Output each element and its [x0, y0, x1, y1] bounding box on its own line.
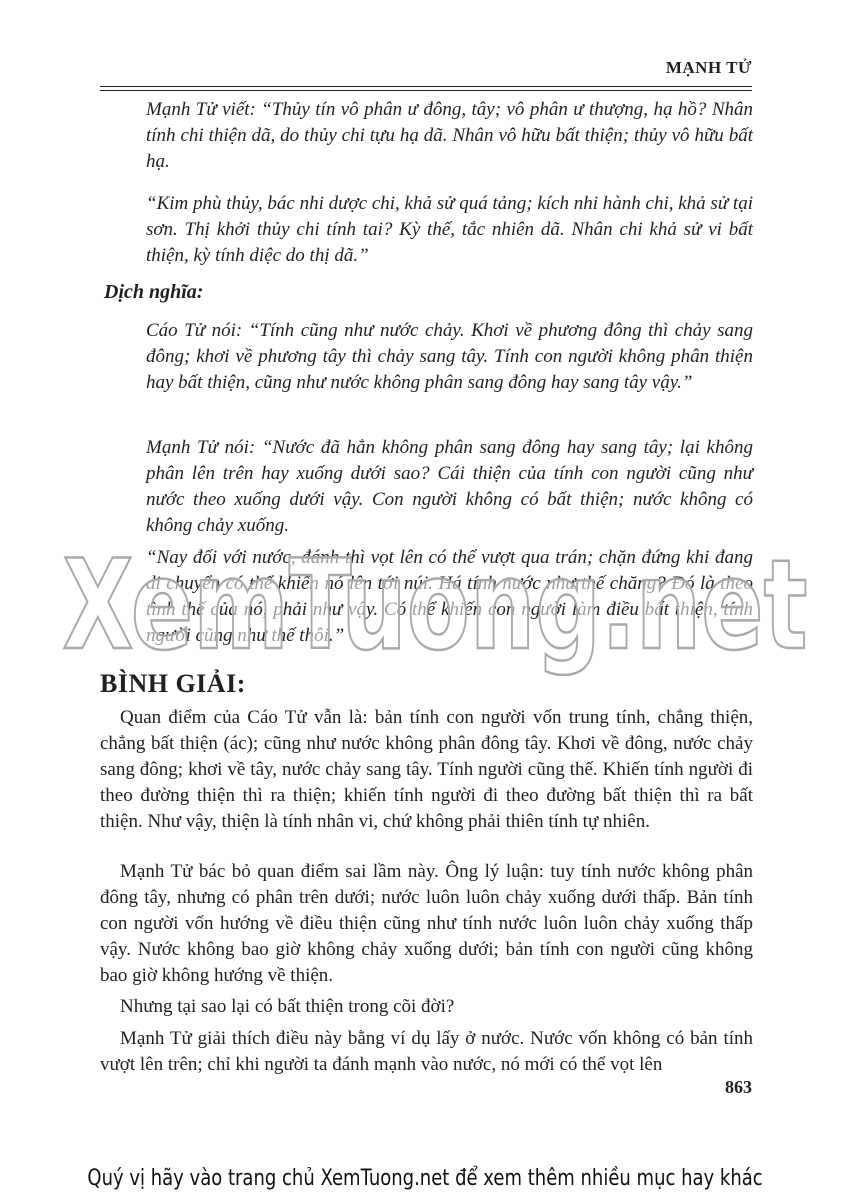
running-head: MẠNH TỬ [665, 58, 752, 77]
commentary-paragraph: Nhưng tại sao lại có bất thiện trong cõi đời? [120, 996, 455, 1017]
original-quote-paragraph: “Kim phù thủy, bác nhi dược chi, khả sử quá tảng; kích nhi hành chi, khả sử tại sơn. Thị khởi thủy chi tính tai? Kỳ thế, tắc nhiên dã. Nhân chi khả sử vi bất thiện, kỳ tính diệc do thị dã.” [146, 193, 753, 266]
page-number: 863 [725, 1077, 752, 1097]
header-rule-top [100, 86, 752, 87]
translation-paragraph: Cáo Tử nói: “Tính cũng như nước chảy. Khơi về phương đông thì chảy sang đông; khơi về phương tây thì chảy sang tây. Tính con người không phân thiện hay bất thiện, cũng như nước không phân sang đông hay sang tây vậy.” [146, 320, 753, 393]
translation-paragraph: “Nay đối với nước, đánh thì vọt lên có thể vượt qua trán; chặn đứng khi đang di chuyển có thể khiến nó lên tới núi. Há tính nước như thế chăng? Đó là theo tình thế của nó, phải như vậy. Có thể khiến con người làm điều bất thiện, tính người cũng như thế thôi.” [146, 547, 753, 646]
original-quote-paragraph: Mạnh Tử viết: “Thủy tín vô phân ư đông, tây; vô phân ư thượng, hạ hồ? Nhân tính chi thiện dã, do thủy chi tựu hạ dã. Nhân vô hữu bất thiện; thủy vô hữu bất hạ. [146, 99, 753, 172]
commentary-paragraph: Mạnh Tử bác bỏ quan điểm sai lầm này. Ông lý luận: tuy tính nước không phân đông tây, nhưng có phân trên dưới; nước luôn luôn chảy xuống dưới thấp. Bản tính con người vốn hướng về điều thiện cũng như tính nước luôn luôn chảy xuống thấp vậy. Nước không bao giờ không chảy xuống dưới; bản tính con người cũng không bao giờ không hướng về thiện. [100, 861, 753, 986]
commentary-heading: BÌNH GIẢI: [100, 669, 246, 698]
footer-banner[interactable] [0, 1155, 850, 1202]
svg-text:XemTuong.net: XemTuong.net [62, 536, 808, 676]
commentary-paragraph: Quan điểm của Cáo Tử vẫn là: bản tính con người vốn trung tính, chẳng thiện, chẳng bất thiện (ác); cũng như nước không phân đông tây. Khơi về đông, nước chảy sang đông; khơi về tây, nước chảy sang tây. Tính người cũng thế. Khiến tính người đi theo đường thiện thì ra thiện; khiến tính người đi theo đường bất thiện thì ra bất thiện. Như vậy, thiện là tính nhân vi, chứ không phải thiên tính tự nhiên. [100, 707, 753, 832]
translation-heading: Dịch nghĩa: [104, 281, 204, 303]
commentary-paragraph: Mạnh Tử giải thích điều này bằng ví dụ lấy ở nước. Nước vốn không có bản tính vượt lên trên; chỉ khi người ta đánh mạnh vào nước, nó mới có thể vọt lên [100, 1028, 753, 1075]
translation-paragraph: Mạnh Tử nói: “Nước đã hẳn không phân sang đông hay sang tây; lại không phân lên trên hay xuống dưới sao? Cái thiện của tính con người cũng như nước theo xuống dưới vậy. Con người không có bất thiện; nước không có không chảy xuống. [146, 437, 753, 536]
footer-banner-text[interactable]: Quý vị hãy vào trang chủ XemTuong.net để xem thêm nhiều mục hay khác [87, 1165, 763, 1191]
header-rule-bottom [100, 90, 752, 91]
